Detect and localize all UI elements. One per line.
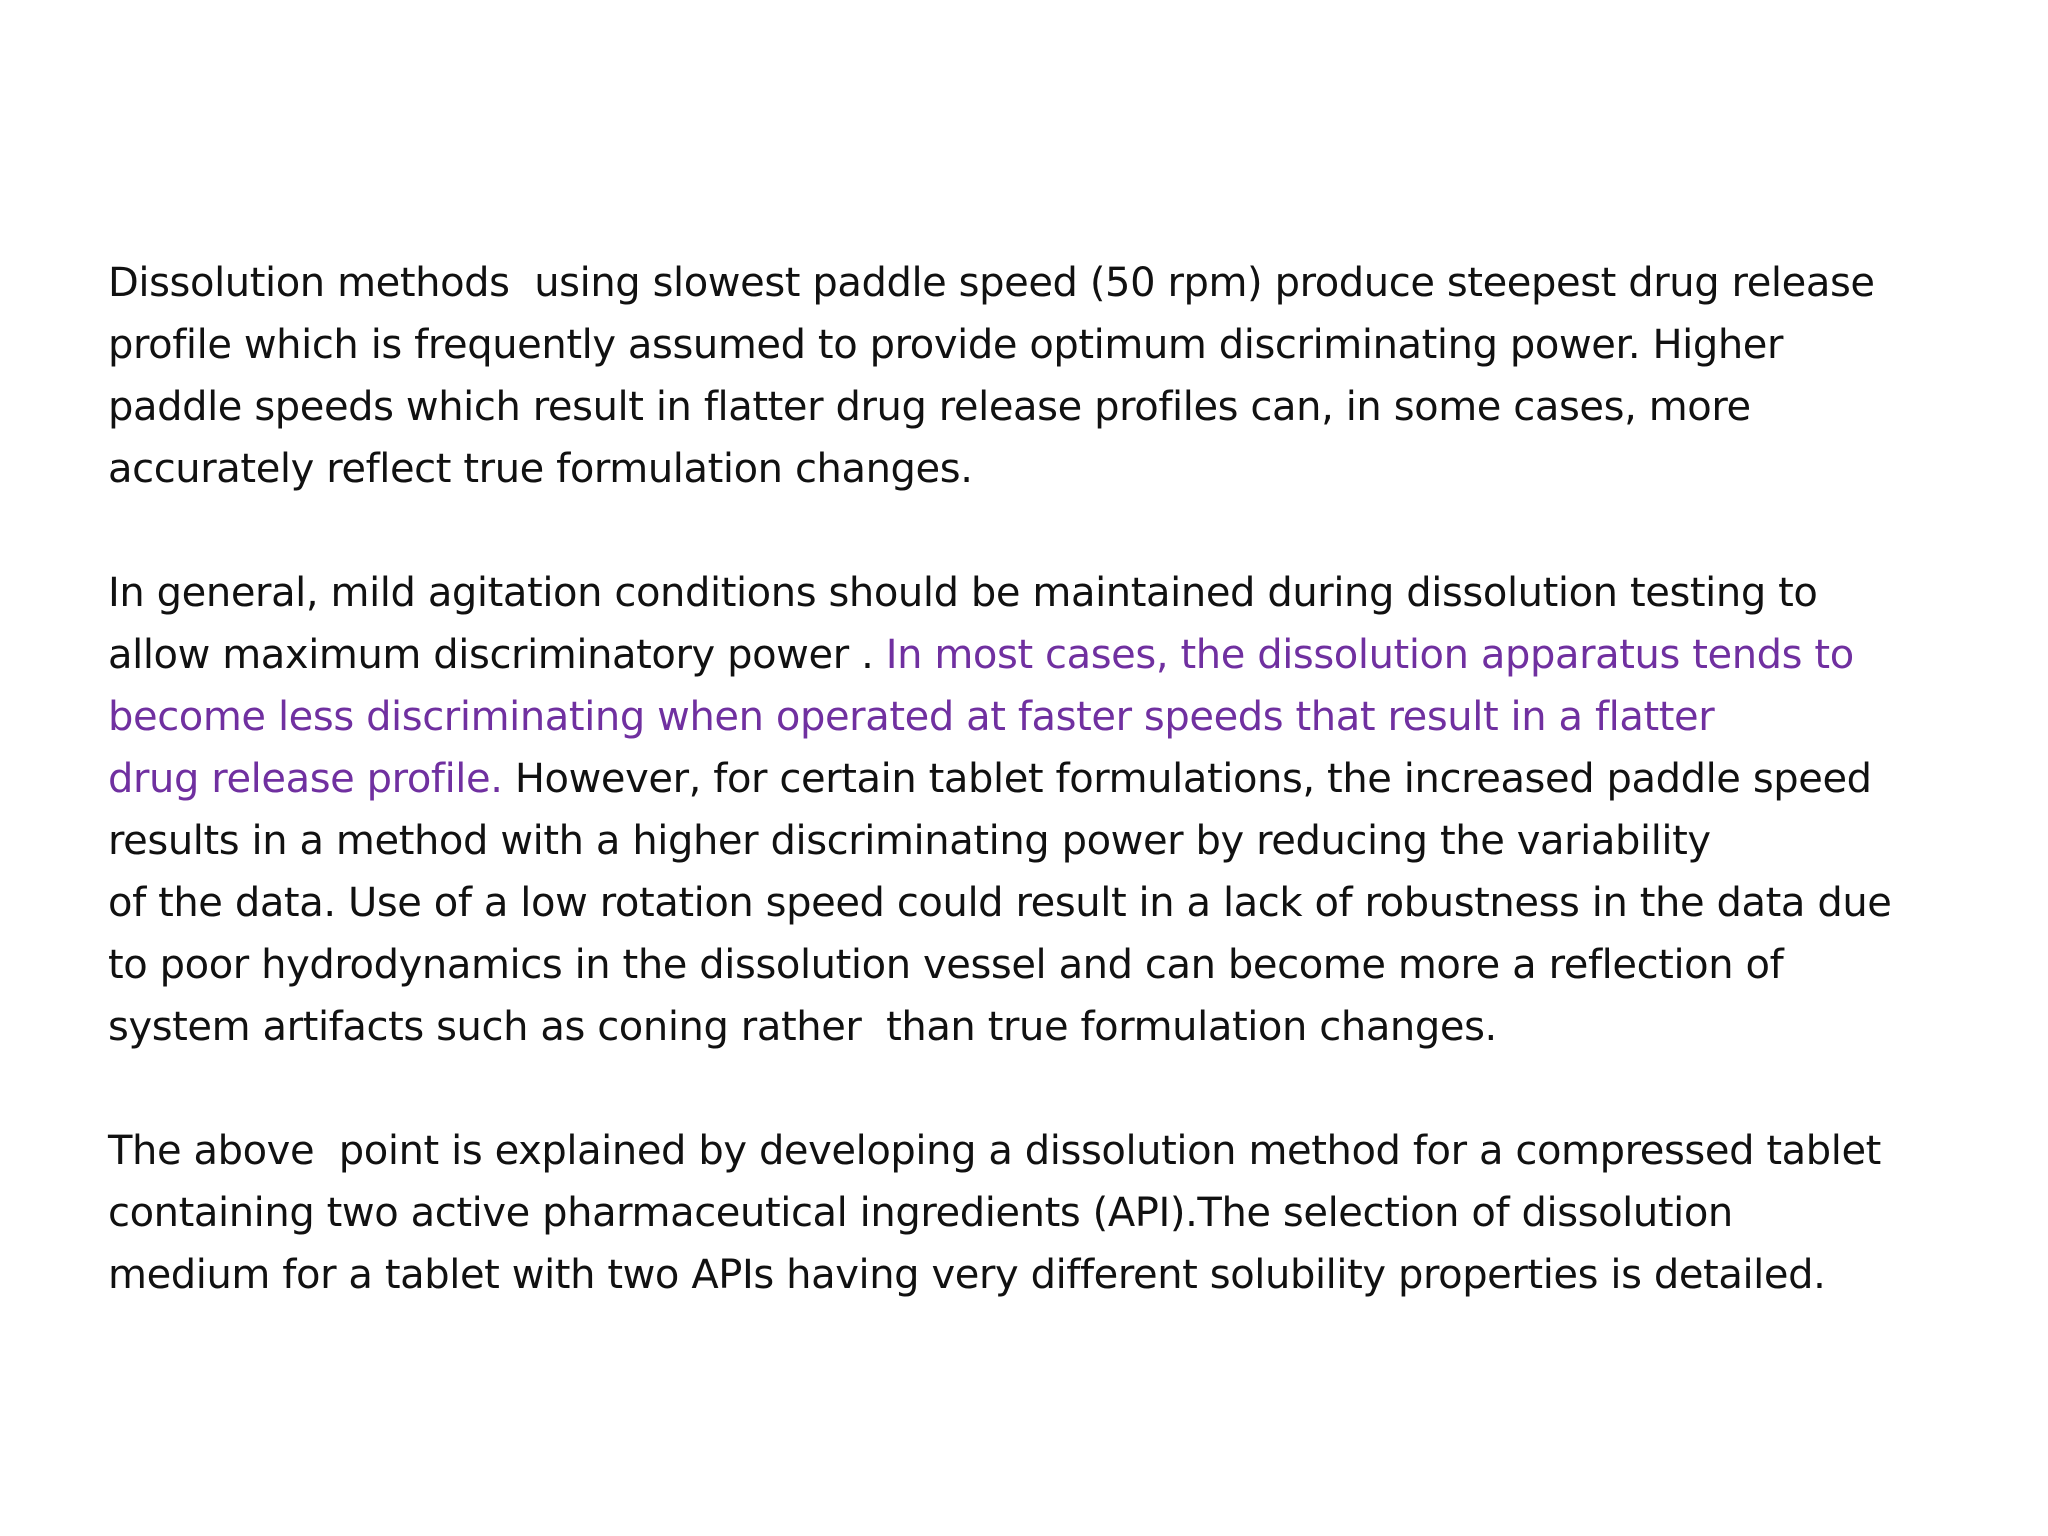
- text-line: containing two active pharmaceutical ingredients (API).The selection of dissolution: [108, 1190, 1733, 1236]
- highlighted-text-run: In most cases, the dissolution apparatus tends to: [885, 632, 1854, 678]
- text-line: [108, 748, 2008, 810]
- text-line: of the data. Use of a low rotation speed could result in a lack of robustness in the data due: [108, 880, 1892, 926]
- text-line: profile which is frequently assumed to provide optimum discriminating power. Higher: [108, 322, 1784, 368]
- text-line: medium for a tablet with two APIs having very different solubility properties is detailed.: [108, 1252, 1826, 1298]
- text-line: [108, 624, 2008, 686]
- text-line: accurately reflect true formulation changes.: [108, 446, 973, 492]
- text-line: to poor hydrodynamics in the dissolution vessel and can become more a reflection of: [108, 942, 1784, 988]
- highlighted-text-run: drug release profile.: [108, 756, 503, 802]
- body-text: [108, 252, 2008, 1306]
- paragraph-1: [108, 252, 2008, 500]
- paragraph-spacer: [108, 1058, 2008, 1120]
- text-line: results in a method with a higher discriminating power by reducing the variability: [108, 818, 1711, 864]
- text-run: However, for certain tablet formulations, the increased paddle speed: [502, 756, 1872, 802]
- text-line: Dissolution methods using slowest paddle speed (50 rpm) produce steepest drug release: [108, 260, 1875, 306]
- text-line: paddle speeds which result in flatter drug release profiles can, in some cases, more: [108, 384, 1751, 430]
- paragraph-spacer: [108, 500, 2008, 562]
- paragraph-3: [108, 1120, 2008, 1306]
- text-run: allow maximum discriminatory power .: [108, 632, 886, 678]
- paragraph-2: [108, 562, 2008, 1058]
- text-line: The above point is explained by developing a dissolution method for a compressed tablet: [108, 1128, 1881, 1174]
- text-line: system artifacts such as coning rather than true formulation changes.: [108, 1004, 1497, 1050]
- text-line: In general, mild agitation conditions should be maintained during dissolution testing to: [108, 570, 1818, 616]
- highlighted-text-line: become less discriminating when operated at faster speeds that result in a flatter: [108, 694, 1715, 740]
